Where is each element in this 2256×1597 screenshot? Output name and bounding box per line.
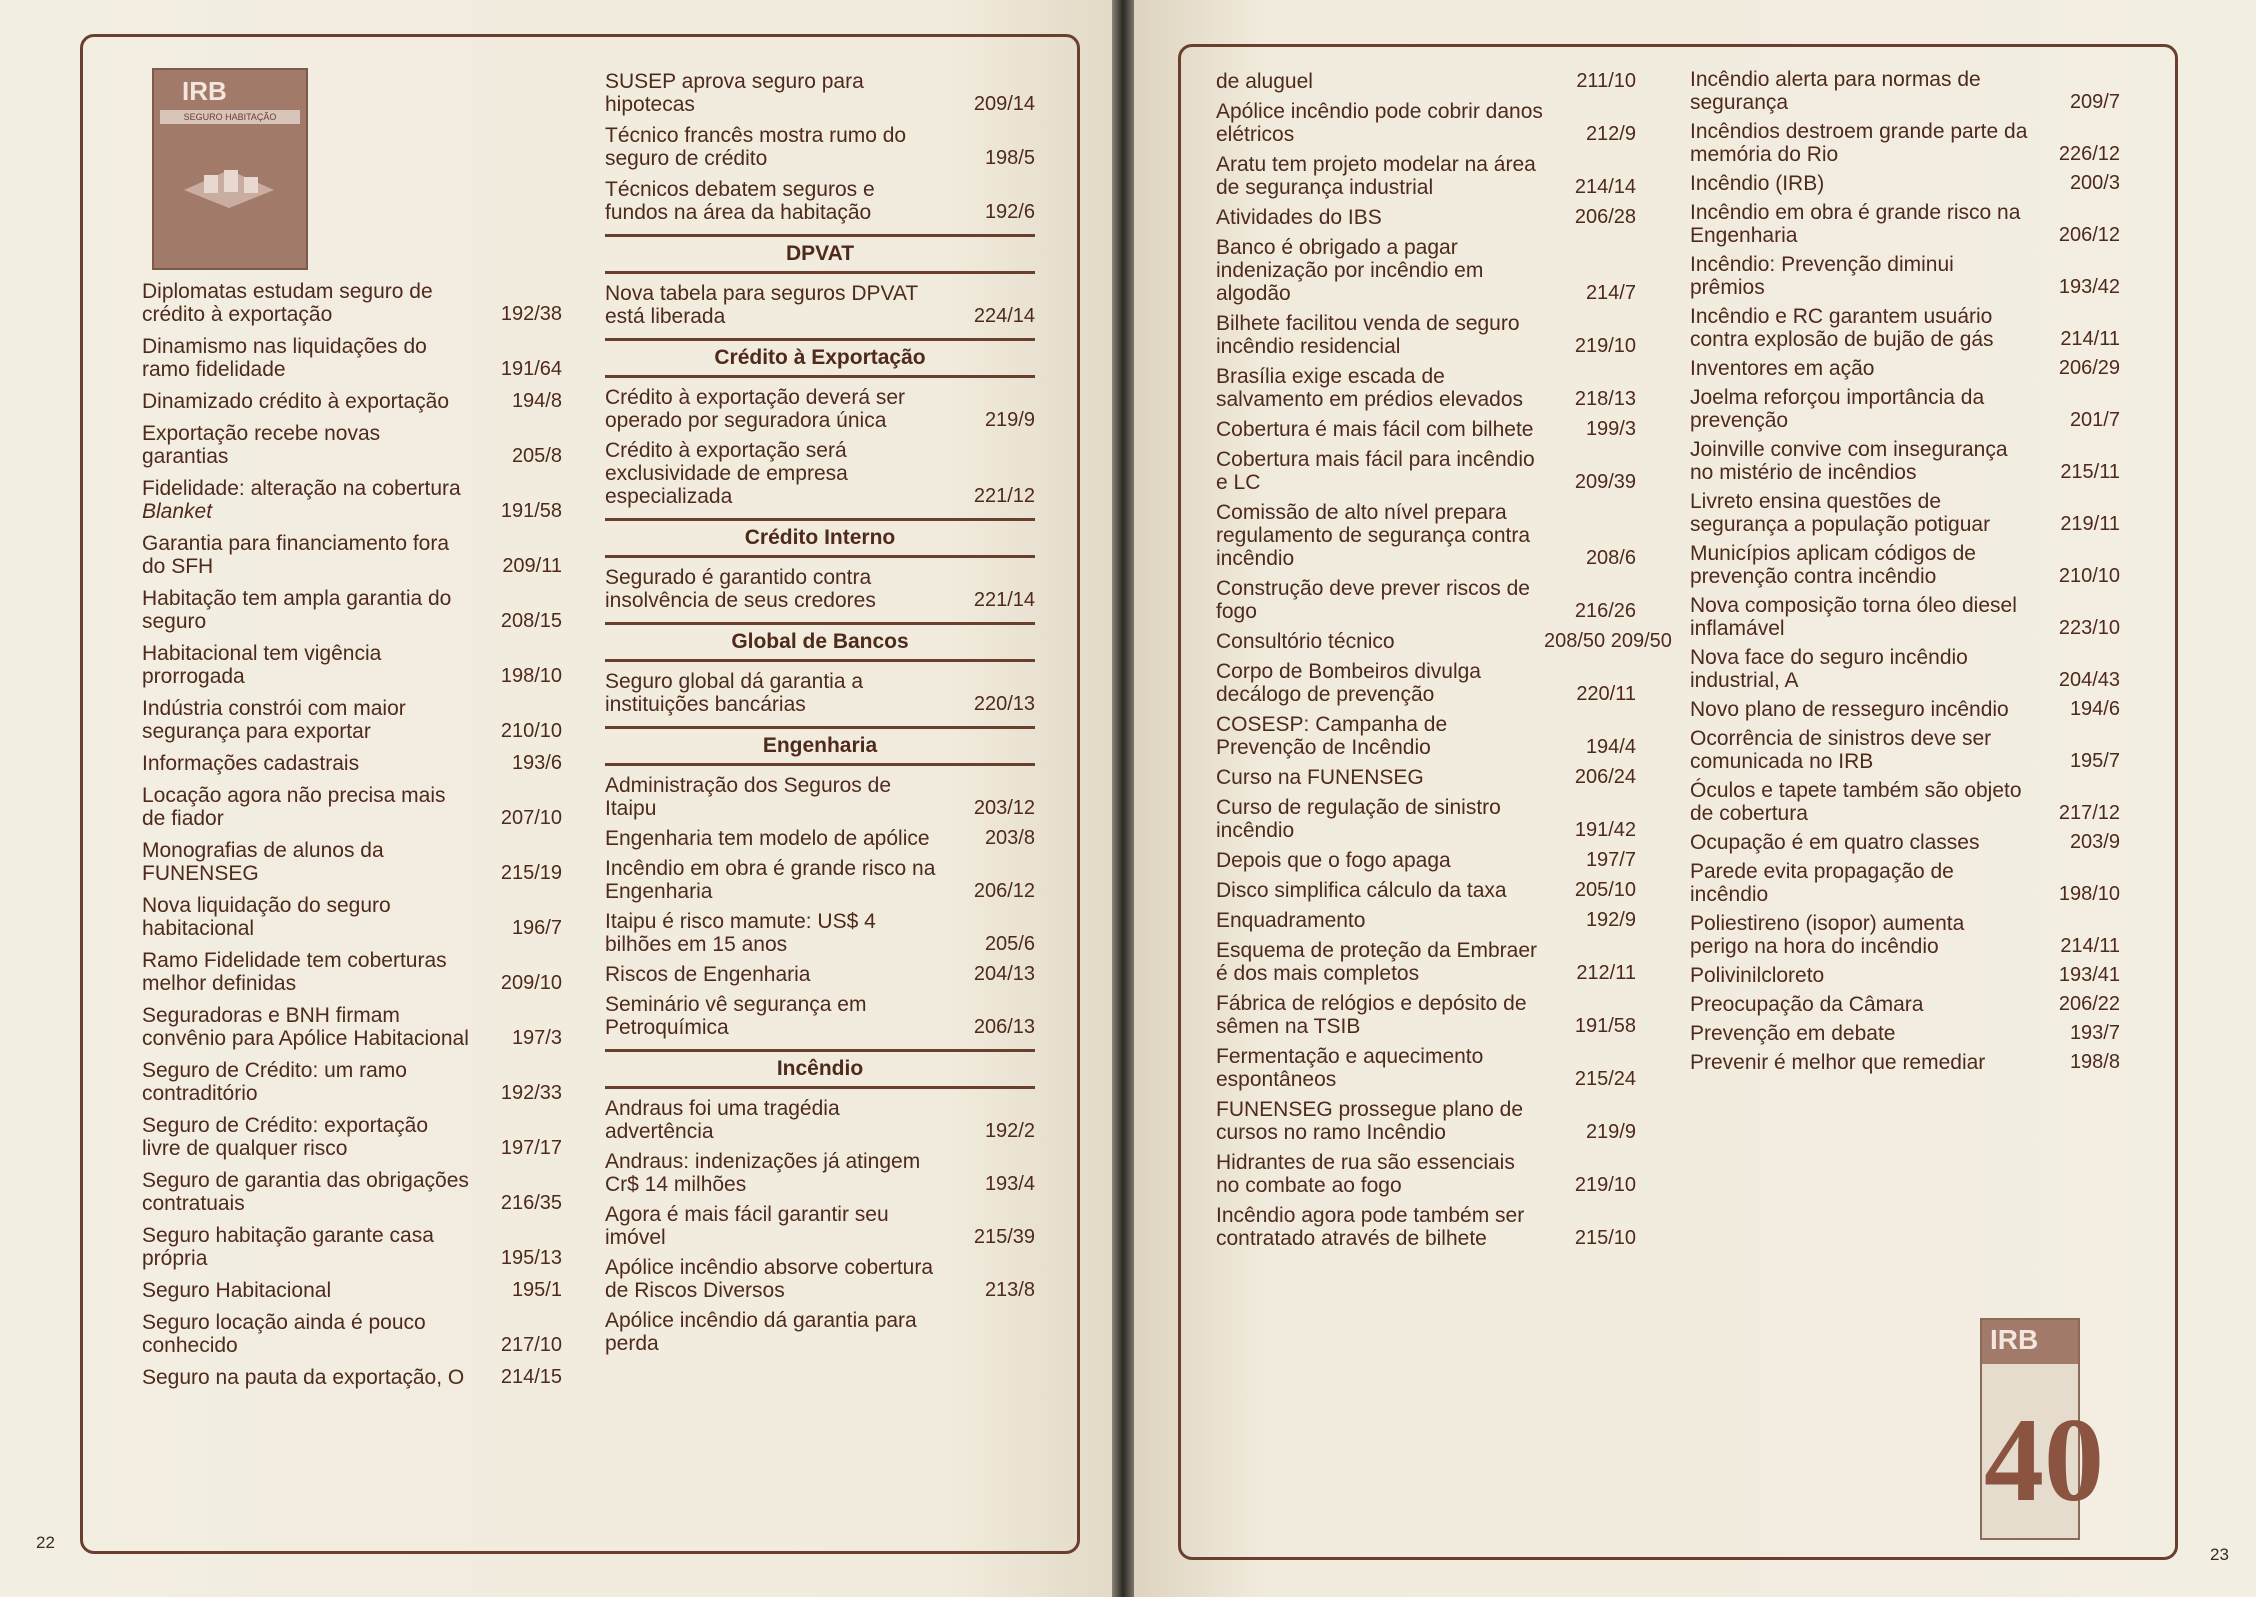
entry-title: FUNENSEG prossegue plano de cursos no ramo Incêndio xyxy=(1216,1098,1523,1144)
entry-title: Curso de regulação de sinistro incêndio xyxy=(1216,796,1501,842)
section-heading: Engenharia xyxy=(605,726,1035,766)
entry-reference: 210/10 xyxy=(2058,565,2120,587)
entry-reference: 196/7 xyxy=(511,917,562,939)
entry-reference: 192/9 xyxy=(1585,909,1636,931)
entry-reference: 226/12 xyxy=(2058,143,2120,165)
index-entry xyxy=(1216,796,1636,842)
index-entry xyxy=(1690,912,2120,958)
entry-title: COSESP: Campanha de Prevenção de Incêndio xyxy=(1216,713,1448,759)
entry-title: Inventores em ação xyxy=(1690,357,1875,380)
entry-title: Seguro global dá garantia a instituições bancárias xyxy=(605,670,864,716)
entry-title: Nova tabela para seguros DPVAT está liberada xyxy=(605,282,918,328)
index-entry xyxy=(1216,312,1636,358)
entry-reference: 208/15 xyxy=(500,610,562,632)
cover-building-illustration xyxy=(174,150,284,210)
entry-reference: 194/4 xyxy=(1585,736,1636,758)
index-entry xyxy=(605,282,1035,328)
entry-title: Apólice incêndio pode cobrir danos elétricos xyxy=(1216,100,1543,146)
entry-title: Aratu tem projeto modelar na área de segurança industrial xyxy=(1216,153,1536,199)
entry-reference: 198/10 xyxy=(500,665,562,687)
index-entry xyxy=(1690,993,2120,1016)
index-entry xyxy=(1216,909,1636,932)
entry-reference: 212/9 xyxy=(1585,123,1636,145)
entry-reference: 215/19 xyxy=(500,862,562,884)
entry-reference: 197/3 xyxy=(511,1027,562,1049)
index-entry xyxy=(1690,646,2120,692)
page-number-right: 23 xyxy=(2210,1545,2229,1564)
entry-title: Incêndio (IRB) xyxy=(1690,172,1825,195)
entry-title: Riscos de Engenharia xyxy=(605,963,811,986)
index-entry xyxy=(605,1256,1035,1302)
entry-title: Informações cadastrais xyxy=(142,752,360,775)
index-entry xyxy=(1690,490,2120,536)
irb-logo: IRB xyxy=(182,76,227,106)
entry-title: Garantia para financiamento fora do SFH xyxy=(142,532,450,578)
entry-reference: 191/42 xyxy=(1574,819,1636,841)
index-section xyxy=(605,726,1035,1039)
index-entry xyxy=(1216,713,1636,759)
entry-title: Engenharia tem modelo de apólice xyxy=(605,827,930,850)
entry-reference: 205/10 xyxy=(1574,879,1636,901)
index-entry xyxy=(605,386,1035,432)
entry-reference: 220/11 xyxy=(1576,683,1636,705)
index-entry xyxy=(142,752,562,775)
entry-reference: 192/2 xyxy=(984,1120,1035,1142)
entry-title: Incêndio e RC garantem usuário contra explosão de bujão de gás xyxy=(1690,305,1994,351)
entry-title: Bilhete facilitou venda de seguro incêndio residencial xyxy=(1216,312,1520,358)
entry-reference: 193/6 xyxy=(511,752,562,774)
entry-reference: 191/58 xyxy=(500,500,562,522)
index-entry xyxy=(1690,172,2120,195)
entry-reference: 215/10 xyxy=(1574,1227,1636,1249)
index-entry xyxy=(605,124,1035,170)
entry-reference: 197/17 xyxy=(500,1137,562,1159)
index-entry xyxy=(1216,939,1636,985)
magazine-cover-seguro-habitacao xyxy=(152,68,308,270)
index-section xyxy=(605,234,1035,328)
index-entry xyxy=(1690,860,2120,906)
entry-reference: 200/3 xyxy=(2069,172,2120,194)
index-entry xyxy=(605,670,1035,716)
entry-reference: 220/13 xyxy=(973,693,1035,715)
entry-title: Novo plano de resseguro incêndio xyxy=(1690,698,2009,721)
entry-reference: 206/22 xyxy=(2058,993,2120,1015)
entry-reference: 199/3 xyxy=(1585,418,1636,440)
index-entry xyxy=(142,1059,562,1105)
entry-reference: 192/6 xyxy=(984,201,1035,223)
entry-reference: 215/39 xyxy=(973,1226,1035,1248)
entry-reference: 219/10 xyxy=(1574,335,1636,357)
entry-reference: 192/38 xyxy=(500,303,562,325)
index-entry xyxy=(142,587,562,633)
index-entry xyxy=(605,178,1035,224)
entry-reference: 214/11 xyxy=(2060,935,2120,957)
entry-reference: 193/4 xyxy=(984,1173,1035,1195)
entry-reference: 206/13 xyxy=(973,1016,1035,1038)
entry-reference: 193/7 xyxy=(2069,1022,2120,1044)
entry-reference: 203/12 xyxy=(973,797,1035,819)
entry-reference: 195/13 xyxy=(500,1247,562,1269)
index-entry xyxy=(605,1203,1035,1249)
entry-title: Incêndios destroem grande parte da memória do Rio xyxy=(1690,120,2028,166)
index-section xyxy=(605,518,1035,612)
index-entry xyxy=(1690,964,2120,987)
entry-reference: 208/50 209/50 xyxy=(1544,630,1672,652)
entry-title: Corpo de Bombeiros divulga decálogo de prevenção xyxy=(1216,660,1481,706)
entry-reference: 201/7 xyxy=(2069,409,2120,431)
index-entry xyxy=(1690,542,2120,588)
entry-reference: 195/1 xyxy=(511,1279,562,1301)
index-section xyxy=(605,1049,1035,1355)
entry-title: Esquema de proteção da Embraer é dos mais completos xyxy=(1216,939,1538,985)
index-entry xyxy=(1216,766,1636,789)
entry-title: SUSEP aprova seguro para hipotecas xyxy=(605,70,864,116)
index-entry xyxy=(1690,698,2120,721)
entry-title: Seguro na pauta da exportação, O xyxy=(142,1366,465,1389)
index-entry xyxy=(142,1279,562,1302)
entry-reference: 198/10 xyxy=(2058,883,2120,905)
entry-title: Seguro de Crédito: exportação livre de qualquer risco xyxy=(142,1114,429,1160)
entry-reference: 219/11 xyxy=(2060,513,2120,535)
entry-title: Incêndio alerta para normas de segurança xyxy=(1690,68,1981,114)
entry-reference: 218/13 xyxy=(1574,388,1636,410)
entry-reference: 217/12 xyxy=(2058,802,2120,824)
entry-title: Andraus foi uma tragédia advertência xyxy=(605,1097,840,1143)
index-entry xyxy=(1216,501,1636,570)
index-entry xyxy=(1690,120,2120,166)
entry-title: Seguro Habitacional xyxy=(142,1279,332,1302)
entry-title: Preocupação da Câmara xyxy=(1690,993,1924,1016)
entry-title: Incêndio em obra é grande risco na Engenharia xyxy=(1690,201,2021,247)
entry-reference: 212/11 xyxy=(1576,962,1636,984)
index-entry xyxy=(142,477,562,523)
entry-title: Incêndio em obra é grande risco na Engenharia xyxy=(605,857,936,903)
entry-reference: 203/9 xyxy=(2069,831,2120,853)
entry-reference: 207/10 xyxy=(500,807,562,829)
index-entry xyxy=(142,697,562,743)
index-entry xyxy=(142,390,562,413)
index-entry xyxy=(142,894,562,940)
entry-title: Crédito à exportação será exclusividade de empresa especializada xyxy=(605,439,848,508)
entry-title: Hidrantes de rua são essenciais no combate ao fogo xyxy=(1216,1151,1515,1197)
entry-title: Cobertura mais fácil para incêndio e LC xyxy=(1216,448,1535,494)
entry-reference: 221/12 xyxy=(973,485,1035,507)
entry-reference: 193/42 xyxy=(2058,276,2120,298)
index-entry xyxy=(1216,849,1636,872)
entry-reference: 204/43 xyxy=(2058,669,2120,691)
entry-reference: 206/12 xyxy=(973,880,1035,902)
entry-reference: 205/6 xyxy=(984,933,1035,955)
entry-title: Atividades do IBS xyxy=(1216,206,1382,229)
index-entry xyxy=(1690,386,2120,432)
index-entry xyxy=(605,993,1035,1039)
index-column-1 xyxy=(142,280,562,1398)
section-heading: DPVAT xyxy=(605,234,1035,274)
index-entry xyxy=(1690,1051,2120,1074)
entry-title: Técnicos debatem seguros e fundos na área da habitação xyxy=(605,178,875,224)
entry-title: Prevenir é melhor que remediar xyxy=(1690,1051,1986,1074)
entry-reference: 210/10 xyxy=(500,720,562,742)
index-entry xyxy=(1690,305,2120,351)
index-entry xyxy=(1690,438,2120,484)
index-entry xyxy=(142,949,562,995)
entry-title: Diplomatas estudam seguro de crédito à exportação xyxy=(142,280,433,326)
entry-reference: 215/11 xyxy=(2060,461,2120,483)
entry-title: Prevenção em debate xyxy=(1690,1022,1896,1045)
entry-reference: 219/9 xyxy=(1585,1121,1636,1143)
entry-reference: 195/7 xyxy=(2069,750,2120,772)
entry-reference: 191/58 xyxy=(1574,1015,1636,1037)
entry-reference: 206/28 xyxy=(1574,206,1636,228)
entry-reference: 198/5 xyxy=(984,147,1035,169)
entry-title: Óculos e tapete também são objeto de cobertura xyxy=(1690,779,2022,825)
entry-title: Joinville convive com insegurança no mistério de incêndios xyxy=(1690,438,2008,484)
index-entry xyxy=(142,642,562,688)
entry-title: Administração dos Seguros de Itaipu xyxy=(605,774,891,820)
index-entry xyxy=(1216,70,1636,93)
irb-logo-small: IRB xyxy=(1990,1324,2039,1355)
index-entry xyxy=(1690,831,2120,854)
index-entry xyxy=(605,1309,1035,1355)
entry-reference: 216/35 xyxy=(500,1192,562,1214)
entry-reference: 216/26 xyxy=(1574,600,1636,622)
entry-title: Monografias de alunos da FUNENSEG xyxy=(142,839,384,885)
entry-title: Seguro de garantia das obrigações contratuais xyxy=(142,1169,469,1215)
index-entry xyxy=(142,335,562,381)
entry-reference: 215/24 xyxy=(1574,1068,1636,1090)
index-entry xyxy=(1216,630,1672,653)
index-entry xyxy=(142,1114,562,1160)
index-entry xyxy=(142,1366,562,1389)
entry-title: Nova composição torna óleo diesel inflamável xyxy=(1690,594,2017,640)
index-entry xyxy=(1690,1022,2120,1045)
index-entry xyxy=(605,910,1035,956)
entry-title: Livreto ensina questões de segurança a população potiguar xyxy=(1690,490,1991,536)
index-entry xyxy=(1216,1151,1636,1197)
entry-title: Brasília exige escada de salvamento em prédios elevados xyxy=(1216,365,1524,411)
index-entry xyxy=(142,1169,562,1215)
entry-title: Nova face do seguro incêndio industrial, A xyxy=(1690,646,1968,692)
entry-title: Fermentação e aquecimento espontâneos xyxy=(1216,1045,1484,1091)
cover-number-40: 40 xyxy=(1984,1393,2104,1526)
entry-reference: 209/14 xyxy=(973,93,1035,115)
section-heading: Incêndio xyxy=(605,1049,1035,1089)
entry-title: Banco é obrigado a pagar indenização por incêndio em algodão xyxy=(1216,236,1484,305)
entry-title: Seminário vê segurança em Petroquímica xyxy=(605,993,867,1039)
index-entry xyxy=(142,1004,562,1050)
entry-title: Enquadramento xyxy=(1216,909,1366,932)
cover-band-label: SEGURO HABITAÇÃO xyxy=(160,110,300,124)
entry-title: Nova liquidação do seguro habitacional xyxy=(142,894,391,940)
entry-title: Depois que o fogo apaga xyxy=(1216,849,1451,872)
entry-title: Curso na FUNENSEG xyxy=(1216,766,1424,789)
index-entry xyxy=(1216,206,1636,229)
entry-title: Comissão de alto nível prepara regulamento de segurança contra incêndio xyxy=(1216,501,1531,570)
entry-title: Agora é mais fácil garantir seu imóvel xyxy=(605,1203,889,1249)
index-entry xyxy=(1690,68,2120,114)
entry-reference: 194/8 xyxy=(511,390,562,412)
index-entry xyxy=(1690,201,2120,247)
magazine-cover-irb-40 xyxy=(1980,1318,2104,1540)
section-heading: Crédito Interno xyxy=(605,518,1035,558)
entry-title: Andraus: indenizações já atingem Cr$ 14 milhões xyxy=(605,1150,921,1196)
index-entry xyxy=(605,827,1035,850)
entry-title: Indústria constrói com maior segurança para exportar xyxy=(142,697,406,743)
entry-title: Seguradoras e BNH firmam convênio para Apólice Habitacional xyxy=(142,1004,469,1050)
entry-reference: 204/13 xyxy=(973,963,1035,985)
entry-title: de aluguel xyxy=(1216,70,1313,93)
index-entry xyxy=(1216,992,1636,1038)
entry-reference: 214/7 xyxy=(1585,282,1636,304)
index-entry xyxy=(605,70,1035,116)
index-entry xyxy=(142,422,562,468)
entry-title: Dinamizado crédito à exportação xyxy=(142,390,450,413)
index-entry xyxy=(605,857,1035,903)
index-entry xyxy=(1216,1204,1636,1250)
index-entry xyxy=(142,1224,562,1270)
index-entry xyxy=(142,784,562,830)
entry-reference: 191/64 xyxy=(500,358,562,380)
entry-title: Incêndio: Prevenção diminui prêmios xyxy=(1690,253,1954,299)
entry-title: Exportação recebe novas garantias xyxy=(142,422,381,468)
entry-title: Incêndio agora pode também ser contratado através de bilhete xyxy=(1216,1204,1525,1250)
entry-title: Seguro habitação garante casa própria xyxy=(142,1224,434,1270)
index-entry xyxy=(1216,236,1636,305)
entry-reference: 209/7 xyxy=(2069,91,2120,113)
entry-title: Fidelidade: alteração na cobertura Blanket xyxy=(142,477,461,523)
section-heading: Global de Bancos xyxy=(605,622,1035,662)
index-entry xyxy=(1690,727,2120,773)
entry-reference: 209/11 xyxy=(502,555,562,577)
entry-title: Seguro locação ainda é pouco conhecido xyxy=(142,1311,426,1357)
entry-reference: 193/41 xyxy=(2058,964,2120,986)
index-entry xyxy=(1216,418,1636,441)
entry-title: Poliestireno (isopor) aumenta perigo na hora do incêndio xyxy=(1690,912,1965,958)
index-entry xyxy=(142,1311,562,1357)
entry-reference: 214/11 xyxy=(2060,328,2120,350)
entry-title: Joelma reforçou importância da prevenção xyxy=(1690,386,1985,432)
entry-title: Itaipu é risco mamute: US$ 4 bilhões em 15 anos xyxy=(605,910,876,956)
entry-reference: 206/24 xyxy=(1574,766,1636,788)
entry-title: Disco simplifica cálculo da taxa xyxy=(1216,879,1507,902)
index-entry xyxy=(1216,660,1636,706)
entry-title: Ocupação é em quatro classes xyxy=(1690,831,1980,854)
entry-reference: 206/12 xyxy=(2058,224,2120,246)
entry-title: Crédito à exportação deverá ser operado por seguradora única xyxy=(605,386,905,432)
index-entry xyxy=(1690,779,2120,825)
index-entry xyxy=(1690,253,2120,299)
entry-title: Municípios aplicam códigos de prevenção contra incêndio xyxy=(1690,542,1976,588)
entry-title: Técnico francês mostra rumo do seguro de crédito xyxy=(605,124,907,170)
index-column-3 xyxy=(1216,70,1672,1257)
entry-reference: 211/10 xyxy=(1576,70,1636,92)
index-entry xyxy=(605,774,1035,820)
entry-title: Seguro de Crédito: um ramo contraditório xyxy=(142,1059,407,1105)
index-entry xyxy=(605,1097,1035,1143)
entry-reference: 209/10 xyxy=(500,972,562,994)
index-entry xyxy=(1216,1045,1636,1091)
entry-title: Cobertura é mais fácil com bilhete xyxy=(1216,418,1534,441)
entry-title: Habitacional tem vigência prorrogada xyxy=(142,642,382,688)
entry-reference: 217/10 xyxy=(500,1334,562,1356)
index-entry xyxy=(1216,1098,1636,1144)
index-entry xyxy=(1216,365,1636,411)
entry-title: Ocorrência de sinistros deve ser comunicada no IRB xyxy=(1690,727,1992,773)
entry-title: Locação agora não precisa mais de fiador xyxy=(142,784,446,830)
entry-title: Apólice incêndio absorve cobertura de Riscos Diversos xyxy=(605,1256,934,1302)
index-entry xyxy=(605,1150,1035,1196)
index-entry xyxy=(605,566,1035,612)
entry-title: Segurado é garantido contra insolvência de seus credores xyxy=(605,566,876,612)
entry-reference: 213/8 xyxy=(984,1279,1035,1301)
entry-reference: 197/7 xyxy=(1585,849,1636,871)
entry-title: Parede evita propagação de incêndio xyxy=(1690,860,1954,906)
entry-reference: 223/10 xyxy=(2058,617,2120,639)
index-section xyxy=(605,338,1035,508)
entry-reference: 209/39 xyxy=(1574,471,1636,493)
entry-title: Apólice incêndio dá garantia para perda xyxy=(605,1309,917,1355)
entry-title: Construção deve prever riscos de fogo xyxy=(1216,577,1530,623)
index-section xyxy=(605,622,1035,716)
index-entry xyxy=(1216,577,1636,623)
index-entry xyxy=(1216,100,1636,146)
entry-title: Dinamismo nas liquidações do ramo fidelidade xyxy=(142,335,427,381)
entry-reference: 224/14 xyxy=(973,305,1035,327)
index-entry xyxy=(1216,879,1636,902)
entry-reference: 198/8 xyxy=(2069,1051,2120,1073)
index-entry xyxy=(605,963,1035,986)
entry-reference: 194/6 xyxy=(2069,698,2120,720)
entry-reference: 206/29 xyxy=(2058,357,2120,379)
section-heading: Crédito à Exportação xyxy=(605,338,1035,378)
index-entry xyxy=(1216,448,1636,494)
entry-title: Fábrica de relógios e depósito de sêmen na TSIB xyxy=(1216,992,1527,1038)
entry-reference: 214/14 xyxy=(1574,176,1636,198)
entry-reference: 219/10 xyxy=(1574,1174,1636,1196)
entry-reference: 221/14 xyxy=(973,589,1035,611)
index-column-4 xyxy=(1690,68,2120,1080)
entry-reference: 203/8 xyxy=(984,827,1035,849)
index-entry xyxy=(142,532,562,578)
entry-reference: 205/8 xyxy=(511,445,562,467)
entry-title: Ramo Fidelidade tem coberturas melhor definidas xyxy=(142,949,447,995)
index-entry xyxy=(605,439,1035,508)
entry-title: Polivinilcloreto xyxy=(1690,964,1825,987)
index-column-2 xyxy=(605,70,1035,1362)
entry-reference: 208/6 xyxy=(1585,547,1636,569)
book-spine xyxy=(1112,0,1134,1597)
entry-title: Consultório técnico xyxy=(1216,630,1395,653)
index-entry xyxy=(1216,153,1636,199)
entry-reference: 192/33 xyxy=(500,1082,562,1104)
entry-reference: 219/9 xyxy=(984,409,1035,431)
index-entry xyxy=(142,839,562,885)
page-number-left: 22 xyxy=(36,1533,55,1552)
entry-title: Habitação tem ampla garantia do seguro xyxy=(142,587,452,633)
index-entry xyxy=(142,280,562,326)
index-entry xyxy=(1690,357,2120,380)
index-entry xyxy=(1690,594,2120,640)
entry-reference: 214/15 xyxy=(500,1366,562,1388)
